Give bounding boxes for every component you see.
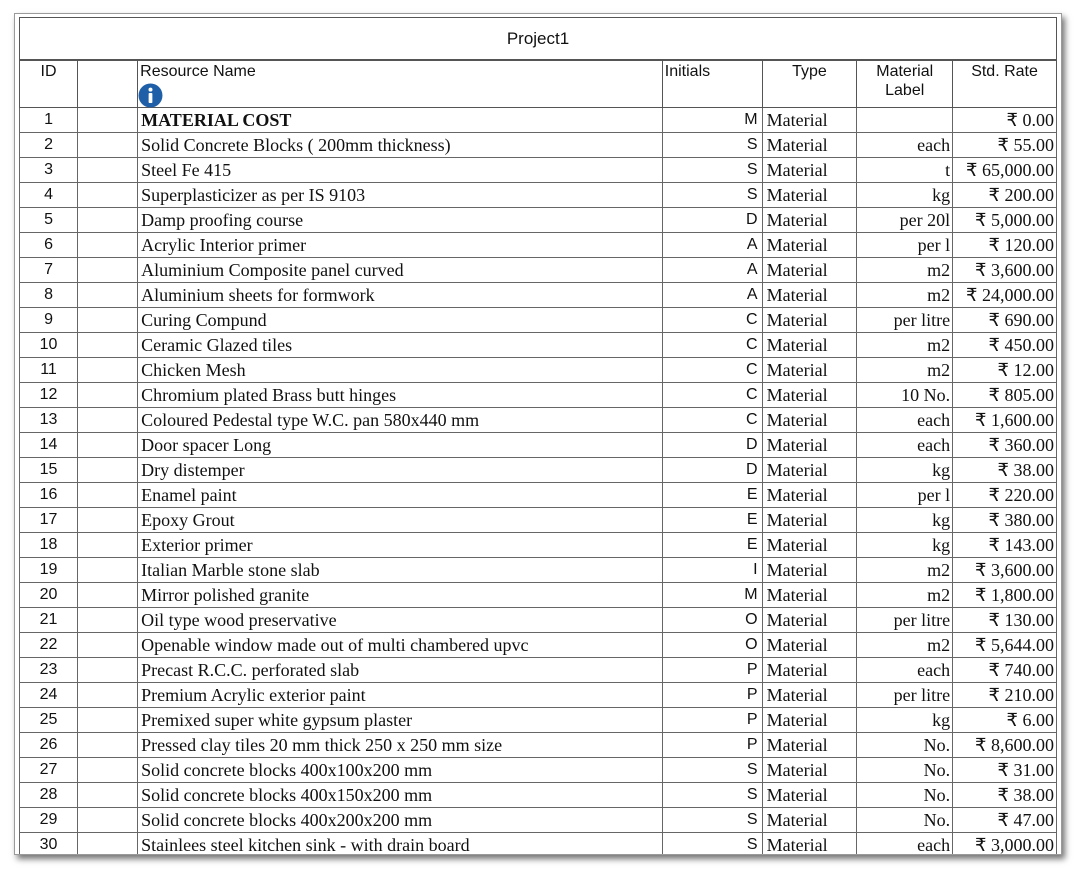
row-id-cell[interactable]: 6 xyxy=(20,233,78,258)
type-cell[interactable]: Material xyxy=(762,583,857,608)
table-row[interactable] xyxy=(20,758,1057,783)
row-indicator-cell[interactable] xyxy=(78,408,138,433)
resource-name-cell[interactable]: Premium Acrylic exterior paint xyxy=(138,683,663,708)
initials-cell[interactable]: P xyxy=(662,658,762,683)
material-label-header-line1: Material xyxy=(876,63,934,80)
table-row[interactable] xyxy=(20,708,1057,733)
row-indicator-cell[interactable] xyxy=(78,558,138,583)
row-indicator-cell[interactable] xyxy=(78,333,138,358)
type-cell[interactable]: Material xyxy=(762,383,857,408)
table-row[interactable] xyxy=(20,233,1057,258)
initials-cell[interactable]: D xyxy=(662,208,762,233)
std-rate-cell[interactable]: ₹ 200.00 xyxy=(953,183,1057,208)
table-row[interactable] xyxy=(20,433,1057,458)
resource-name-cell[interactable]: Coloured Pedestal type W.C. pan 580x440 mm xyxy=(138,408,663,433)
row-id-cell[interactable]: 8 xyxy=(20,283,78,308)
resource-name-cell[interactable]: Mirror polished granite xyxy=(138,583,663,608)
row-indicator-cell[interactable] xyxy=(78,283,138,308)
row-indicator-cell[interactable] xyxy=(78,308,138,333)
std-rate-cell[interactable]: ₹ 130.00 xyxy=(953,608,1057,633)
material-label-cell[interactable]: m2 xyxy=(857,633,953,658)
row-indicator-cell[interactable] xyxy=(78,683,138,708)
resource-name-cell[interactable]: Italian Marble stone slab xyxy=(138,558,663,583)
material-label-cell[interactable]: per l xyxy=(857,483,953,508)
initials-cell[interactable]: E xyxy=(662,483,762,508)
initials-cell[interactable]: S xyxy=(662,758,762,783)
table-row[interactable] xyxy=(20,158,1057,183)
material-label-cell[interactable]: each xyxy=(857,658,953,683)
row-indicator-cell[interactable] xyxy=(78,808,138,833)
row-indicator-cell[interactable] xyxy=(78,508,138,533)
initials-cell[interactable]: D xyxy=(662,458,762,483)
row-indicator-cell[interactable] xyxy=(78,533,138,558)
row-indicator-cell[interactable] xyxy=(78,708,138,733)
std-rate-cell[interactable]: ₹ 1,600.00 xyxy=(953,408,1057,433)
row-indicator-cell[interactable] xyxy=(78,108,138,133)
material-label-cell[interactable]: m2 xyxy=(857,583,953,608)
row-id-cell[interactable]: 12 xyxy=(20,383,78,408)
sheet-title: Project1 xyxy=(19,17,1057,59)
type-cell[interactable]: Material xyxy=(762,258,857,283)
resource-name-cell[interactable]: Exterior primer xyxy=(138,533,663,558)
table-row[interactable] xyxy=(20,133,1057,158)
material-label-cell[interactable]: No. xyxy=(857,783,953,808)
initials-cell[interactable]: O xyxy=(662,633,762,658)
initials-cell[interactable]: A xyxy=(662,258,762,283)
initials-cell[interactable]: S xyxy=(662,183,762,208)
resource-name-cell[interactable]: Epoxy Grout xyxy=(138,508,663,533)
std-rate-cell[interactable]: ₹ 143.00 xyxy=(953,533,1057,558)
table-row[interactable] xyxy=(20,308,1057,333)
row-id-cell[interactable]: 4 xyxy=(20,183,78,208)
std-rate-cell[interactable]: ₹ 3,600.00 xyxy=(953,558,1057,583)
initials-cell[interactable]: S xyxy=(662,133,762,158)
std-rate-cell[interactable]: ₹ 360.00 xyxy=(953,433,1057,458)
table-row[interactable] xyxy=(20,833,1057,856)
resource-name-cell[interactable]: Acrylic Interior primer xyxy=(138,233,663,258)
type-cell[interactable]: Material xyxy=(762,683,857,708)
row-id-cell[interactable]: 10 xyxy=(20,333,78,358)
std-rate-cell[interactable]: ₹ 210.00 xyxy=(953,683,1057,708)
material-label-cell[interactable]: per litre xyxy=(857,308,953,333)
row-indicator-cell[interactable] xyxy=(78,658,138,683)
type-cell[interactable]: Material xyxy=(762,758,857,783)
material-label-cell[interactable]: kg xyxy=(857,508,953,533)
resource-name-cell[interactable]: Aluminium Composite panel curved xyxy=(138,258,663,283)
table-row[interactable] xyxy=(20,183,1057,208)
resource-name-cell[interactable]: Openable window made out of multi chambered upvc xyxy=(138,633,663,658)
std-rate-cell[interactable]: ₹ 690.00 xyxy=(953,308,1057,333)
row-indicator-cell[interactable] xyxy=(78,483,138,508)
resource-name-cell[interactable]: Curing Compund xyxy=(138,308,663,333)
row-indicator-cell[interactable] xyxy=(78,833,138,856)
table-row[interactable] xyxy=(20,783,1057,808)
row-id-cell[interactable]: 20 xyxy=(20,583,78,608)
material-label-cell[interactable] xyxy=(857,108,953,133)
table-row[interactable] xyxy=(20,558,1057,583)
table-row[interactable] xyxy=(20,808,1057,833)
initials-cell[interactable]: A xyxy=(662,283,762,308)
table-row[interactable] xyxy=(20,658,1057,683)
std-rate-cell[interactable]: ₹ 805.00 xyxy=(953,383,1057,408)
row-indicator-cell[interactable] xyxy=(78,733,138,758)
resource-name-cell[interactable]: Ceramic Glazed tiles xyxy=(138,333,663,358)
initials-cell[interactable]: M xyxy=(662,108,762,133)
type-cell[interactable]: Material xyxy=(762,183,857,208)
material-label-cell[interactable]: m2 xyxy=(857,283,953,308)
initials-cell[interactable]: P xyxy=(662,708,762,733)
column-header-material-label[interactable] xyxy=(857,60,953,108)
type-cell[interactable]: Material xyxy=(762,658,857,683)
row-id-cell[interactable]: 26 xyxy=(20,733,78,758)
table-row[interactable] xyxy=(20,508,1057,533)
std-rate-cell[interactable]: ₹ 380.00 xyxy=(953,508,1057,533)
row-indicator-cell[interactable] xyxy=(78,158,138,183)
material-label-cell[interactable]: No. xyxy=(857,808,953,833)
column-header-indicators[interactable] xyxy=(78,60,138,108)
row-id-cell[interactable]: 23 xyxy=(20,658,78,683)
row-indicator-cell[interactable] xyxy=(78,583,138,608)
column-header-resource-name[interactable]: Resource Name xyxy=(138,60,663,108)
table-row[interactable] xyxy=(20,283,1057,308)
row-id-cell[interactable]: 9 xyxy=(20,308,78,333)
initials-cell[interactable]: S xyxy=(662,783,762,808)
table-row[interactable] xyxy=(20,333,1057,358)
type-cell[interactable]: Material xyxy=(762,508,857,533)
row-id-cell[interactable]: 3 xyxy=(20,158,78,183)
std-rate-cell[interactable]: ₹ 450.00 xyxy=(953,333,1057,358)
resource-name-cell[interactable]: Stainlees steel kitchen sink - with drain board xyxy=(138,833,663,856)
table-row[interactable] xyxy=(20,583,1057,608)
row-indicator-cell[interactable] xyxy=(78,233,138,258)
initials-cell[interactable]: P xyxy=(662,733,762,758)
row-id-cell[interactable]: 14 xyxy=(20,433,78,458)
resource-name-cell[interactable]: Solid concrete blocks 400x150x200 mm xyxy=(138,783,663,808)
row-id-cell[interactable]: 18 xyxy=(20,533,78,558)
resource-name-cell[interactable]: Chromium plated Brass butt hinges xyxy=(138,383,663,408)
std-rate-cell[interactable]: ₹ 220.00 xyxy=(953,483,1057,508)
initials-cell[interactable]: C xyxy=(662,358,762,383)
type-cell[interactable]: Material xyxy=(762,633,857,658)
table-row[interactable] xyxy=(20,608,1057,633)
std-rate-cell[interactable]: ₹ 0.00 xyxy=(953,108,1057,133)
std-rate-cell[interactable]: ₹ 3,600.00 xyxy=(953,258,1057,283)
row-indicator-cell[interactable] xyxy=(78,633,138,658)
row-id-cell[interactable]: 16 xyxy=(20,483,78,508)
std-rate-cell[interactable]: ₹ 6.00 xyxy=(953,708,1057,733)
resource-name-cell[interactable]: Damp proofing course xyxy=(138,208,663,233)
type-cell[interactable]: Material xyxy=(762,558,857,583)
type-cell[interactable]: Material xyxy=(762,158,857,183)
initials-cell[interactable]: S xyxy=(662,833,762,856)
initials-cell[interactable]: O xyxy=(662,608,762,633)
type-cell[interactable]: Material xyxy=(762,808,857,833)
row-indicator-cell[interactable] xyxy=(78,133,138,158)
type-cell[interactable]: Material xyxy=(762,533,857,558)
material-label-cell[interactable]: No. xyxy=(857,733,953,758)
std-rate-cell[interactable]: ₹ 47.00 xyxy=(953,808,1057,833)
type-cell[interactable]: Material xyxy=(762,483,857,508)
row-indicator-cell[interactable] xyxy=(78,608,138,633)
table-row[interactable] xyxy=(20,683,1057,708)
type-cell[interactable]: Material xyxy=(762,208,857,233)
column-header-id[interactable]: ID xyxy=(20,60,78,108)
row-indicator-cell[interactable] xyxy=(78,208,138,233)
material-label-cell[interactable]: No. xyxy=(857,758,953,783)
type-cell[interactable]: Material xyxy=(762,458,857,483)
column-header-initials[interactable]: Initials xyxy=(662,60,762,108)
type-cell[interactable]: Material xyxy=(762,233,857,258)
initials-cell[interactable]: M xyxy=(662,583,762,608)
std-rate-cell[interactable]: ₹ 1,800.00 xyxy=(953,583,1057,608)
row-id-cell[interactable]: 25 xyxy=(20,708,78,733)
row-indicator-cell[interactable] xyxy=(78,183,138,208)
row-id-cell[interactable]: 17 xyxy=(20,508,78,533)
material-label-cell[interactable]: per 20l xyxy=(857,208,953,233)
row-indicator-cell[interactable] xyxy=(78,383,138,408)
resource-rows xyxy=(20,108,1057,856)
material-label-cell[interactable]: m2 xyxy=(857,558,953,583)
type-cell[interactable]: Material xyxy=(762,308,857,333)
table-row[interactable] xyxy=(20,533,1057,558)
row-id-cell[interactable]: 13 xyxy=(20,408,78,433)
material-label-cell[interactable]: kg xyxy=(857,183,953,208)
initials-cell[interactable]: S xyxy=(662,158,762,183)
initials-cell[interactable]: I xyxy=(662,558,762,583)
type-cell[interactable]: Material xyxy=(762,333,857,358)
std-rate-cell[interactable]: ₹ 120.00 xyxy=(953,233,1057,258)
row-id-cell[interactable]: 19 xyxy=(20,558,78,583)
std-rate-cell[interactable]: ₹ 740.00 xyxy=(953,658,1057,683)
type-cell[interactable]: Material xyxy=(762,608,857,633)
initials-cell[interactable]: C xyxy=(662,333,762,358)
initials-cell[interactable]: A xyxy=(662,233,762,258)
type-cell[interactable]: Material xyxy=(762,283,857,308)
initials-cell[interactable]: E xyxy=(662,508,762,533)
table-row[interactable] xyxy=(20,108,1057,133)
resource-name-cell[interactable]: Precast R.C.C. perforated slab xyxy=(138,658,663,683)
type-cell[interactable]: Material xyxy=(762,133,857,158)
window-frame xyxy=(14,13,1062,855)
resource-sheet-table xyxy=(19,59,1057,855)
resource-name-cell[interactable]: Solid concrete blocks 400x100x200 mm xyxy=(138,758,663,783)
table-row[interactable] xyxy=(20,733,1057,758)
std-rate-cell[interactable]: ₹ 38.00 xyxy=(953,458,1057,483)
type-cell[interactable]: Material xyxy=(762,433,857,458)
row-id-cell[interactable]: 24 xyxy=(20,683,78,708)
row-indicator-cell[interactable] xyxy=(78,758,138,783)
std-rate-cell[interactable]: ₹ 65,000.00 xyxy=(953,158,1057,183)
row-id-cell[interactable]: 15 xyxy=(20,458,78,483)
resource-name-cell[interactable]: Steel Fe 415 xyxy=(138,158,663,183)
initials-cell[interactable]: C xyxy=(662,383,762,408)
material-label-header-line2: Label xyxy=(885,82,925,99)
row-id-cell[interactable]: 28 xyxy=(20,783,78,808)
table-row[interactable] xyxy=(20,358,1057,383)
resource-name-cell[interactable]: Superplasticizer as per IS 9103 xyxy=(138,183,663,208)
initials-cell[interactable]: E xyxy=(662,533,762,558)
row-indicator-cell[interactable] xyxy=(78,358,138,383)
table-row[interactable] xyxy=(20,458,1057,483)
row-id-cell[interactable]: 29 xyxy=(20,808,78,833)
initials-cell[interactable]: P xyxy=(662,683,762,708)
initials-cell[interactable]: C xyxy=(662,408,762,433)
material-label-cell[interactable]: kg xyxy=(857,533,953,558)
material-label-cell[interactable]: each xyxy=(857,133,953,158)
resource-name-cell[interactable]: Solid concrete blocks 400x200x200 mm xyxy=(138,808,663,833)
row-id-cell[interactable]: 1 xyxy=(20,108,78,133)
material-label-cell[interactable]: 10 No. xyxy=(857,383,953,408)
table-row[interactable] xyxy=(20,383,1057,408)
type-cell[interactable]: Material xyxy=(762,833,857,856)
resource-name-cell[interactable]: Pressed clay tiles 20 mm thick 250 x 250 mm size xyxy=(138,733,663,758)
material-label-cell[interactable]: m2 xyxy=(857,258,953,283)
info-icon xyxy=(138,83,163,108)
type-cell[interactable]: Material xyxy=(762,358,857,383)
std-rate-cell[interactable]: ₹ 55.00 xyxy=(953,133,1057,158)
table-row[interactable] xyxy=(20,408,1057,433)
std-rate-cell[interactable]: ₹ 8,600.00 xyxy=(953,733,1057,758)
table-row[interactable] xyxy=(20,633,1057,658)
type-cell[interactable]: Material xyxy=(762,108,857,133)
row-id-cell[interactable]: 30 xyxy=(20,833,78,856)
initials-cell[interactable]: C xyxy=(662,308,762,333)
material-label-cell[interactable]: per litre xyxy=(857,608,953,633)
row-indicator-cell[interactable] xyxy=(78,783,138,808)
row-indicator-cell[interactable] xyxy=(78,433,138,458)
std-rate-cell[interactable]: ₹ 5,000.00 xyxy=(953,208,1057,233)
resource-name-cell[interactable]: Oil type wood preservative xyxy=(138,608,663,633)
material-label-cell[interactable]: per litre xyxy=(857,683,953,708)
material-label-cell[interactable]: m2 xyxy=(857,333,953,358)
std-rate-cell[interactable]: ₹ 12.00 xyxy=(953,358,1057,383)
row-id-cell[interactable]: 5 xyxy=(20,208,78,233)
material-label-cell[interactable]: t xyxy=(857,158,953,183)
table-row[interactable] xyxy=(20,208,1057,233)
resource-name-cell[interactable]: Door spacer Long xyxy=(138,433,663,458)
std-rate-cell[interactable]: ₹ 38.00 xyxy=(953,783,1057,808)
type-cell[interactable]: Material xyxy=(762,708,857,733)
resource-name-cell[interactable]: Enamel paint xyxy=(138,483,663,508)
header-row xyxy=(20,60,1057,108)
row-indicator-cell[interactable] xyxy=(78,258,138,283)
column-header-type[interactable]: Type xyxy=(762,60,857,108)
initials-cell[interactable]: D xyxy=(662,433,762,458)
resource-name-cell[interactable]: Solid Concrete Blocks ( 200mm thickness) xyxy=(138,133,663,158)
material-label-cell[interactable]: each xyxy=(857,833,953,856)
table-row[interactable] xyxy=(20,258,1057,283)
resource-name-cell[interactable]: Chicken Mesh xyxy=(138,358,663,383)
resource-name-cell[interactable]: Premixed super white gypsum plaster xyxy=(138,708,663,733)
row-indicator-cell[interactable] xyxy=(78,458,138,483)
resource-name-cell[interactable]: Dry distemper xyxy=(138,458,663,483)
material-label-cell[interactable]: kg xyxy=(857,708,953,733)
resource-name-cell[interactable]: MATERIAL COST xyxy=(138,108,663,133)
material-label-cell[interactable]: m2 xyxy=(857,358,953,383)
initials-cell[interactable]: S xyxy=(662,808,762,833)
type-cell[interactable]: Material xyxy=(762,783,857,808)
std-rate-cell[interactable]: ₹ 3,000.00 xyxy=(953,833,1057,856)
std-rate-cell[interactable]: ₹ 24,000.00 xyxy=(953,283,1057,308)
table-row[interactable] xyxy=(20,483,1057,508)
row-id-cell[interactable]: 7 xyxy=(20,258,78,283)
row-id-cell[interactable]: 2 xyxy=(20,133,78,158)
row-id-cell[interactable]: 21 xyxy=(20,608,78,633)
std-rate-cell[interactable]: ₹ 5,644.00 xyxy=(953,633,1057,658)
material-label-cell[interactable]: each xyxy=(857,433,953,458)
material-label-cell[interactable]: per l xyxy=(857,233,953,258)
column-header-std-rate[interactable]: Std. Rate xyxy=(953,60,1057,108)
type-cell[interactable]: Material xyxy=(762,733,857,758)
row-id-cell[interactable]: 11 xyxy=(20,358,78,383)
material-label-cell[interactable]: kg xyxy=(857,458,953,483)
type-cell[interactable]: Material xyxy=(762,408,857,433)
resource-name-cell[interactable]: Aluminium sheets for formwork xyxy=(138,283,663,308)
std-rate-cell[interactable]: ₹ 31.00 xyxy=(953,758,1057,783)
material-label-cell[interactable]: each xyxy=(857,408,953,433)
row-id-cell[interactable]: 22 xyxy=(20,633,78,658)
row-id-cell[interactable]: 27 xyxy=(20,758,78,783)
